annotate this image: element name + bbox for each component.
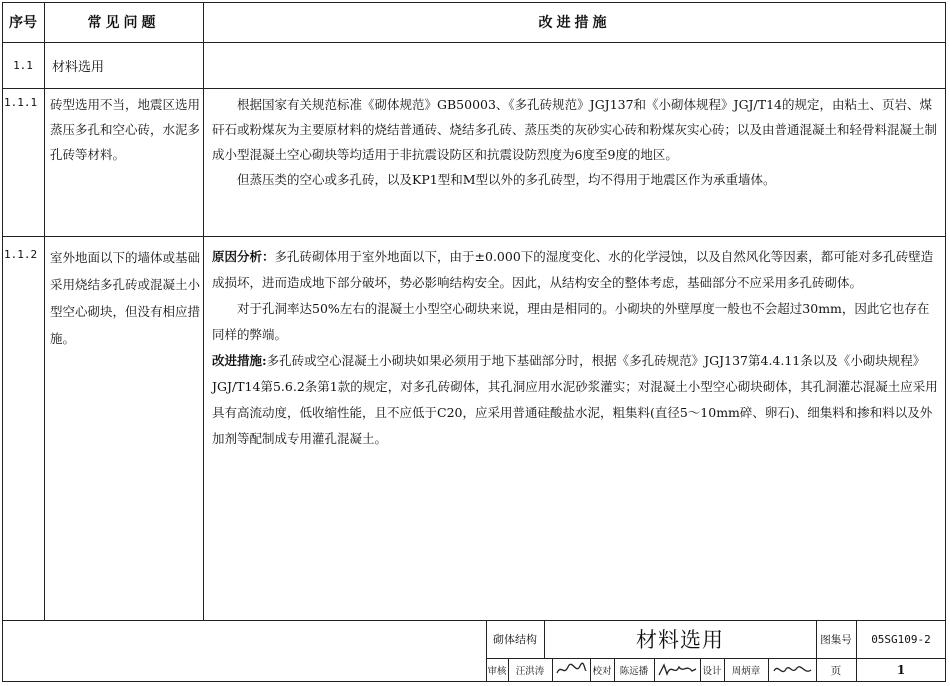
- page-label: 页: [830, 664, 842, 677]
- signature-mark: [656, 661, 698, 679]
- design-label: 设计: [702, 666, 722, 677]
- row-problem: 室外地面以下的墙体或基础采用烧结多孔砖或混凝土小型空心砌块，但没有相应措施。: [50, 250, 201, 346]
- row-number: 1.1.1: [4, 96, 38, 109]
- review-name: 汪洪涛: [515, 666, 545, 677]
- header-measure: 改进措施: [538, 15, 611, 31]
- measure-paragraph: [212, 348, 940, 452]
- measure-text: 多孔砖或空心混凝土小砌块如果必须用于地下基础部分时，根据《多孔砖规范》JGJ137第4.4.11条以及《小砌块规程》JGJ/T14第5.6.2条第1款的规定，对多孔砖砌体，其孔洞应用水泥砂浆灌实；对混凝土小型空心砌块砌体，其孔洞灌芯混凝土应采用具有高流动度，低收缩性能，且不应低于C20，应采用普通硅酸盐水泥，粗集料(直径5～10mm碎、卵石)、细集料和掺和料以及外加剂等配制成专用灌孔混凝土。: [212, 353, 938, 446]
- page-number: 1: [896, 663, 906, 677]
- cause-paragraph: [212, 244, 940, 296]
- signature-mark: [770, 661, 814, 679]
- section-title: 材料选用: [52, 59, 105, 75]
- row-measure: [212, 92, 940, 192]
- check-signature: [654, 658, 700, 682]
- section-number: 1.1: [13, 58, 33, 72]
- measure-label: 改进措施:: [212, 353, 267, 368]
- review-label: 审核: [487, 666, 507, 677]
- review-signature: [552, 658, 590, 682]
- drawing-title: 材料选用: [636, 628, 724, 652]
- check-name: 陈远播: [619, 666, 649, 677]
- row-number: 1.1.2: [4, 248, 38, 261]
- header-no: 序号: [9, 15, 37, 31]
- cause-label: 原因分析：: [212, 249, 275, 264]
- cause-text: 多孔砖砌体用于室外地面以下，由于±0.000下的湿度变化、水的化学浸蚀，以及自然风化等因素，都可能对多孔砖壁造成损坏，进而造成地下部分破坏，势必影响结构安全。因此，从结构安全的整体考虑，基础部分不应采用多孔砖砌体。: [212, 249, 934, 290]
- cause-paragraph-2: 对于孔洞率达50%左右的混凝土小型空心砌块来说，理由是相同的。小砌块的外壁厚度一般也不会超过30mm，因此它也存在同样的弊端。: [212, 301, 930, 342]
- atlas-number: 05SG109-2: [871, 632, 931, 646]
- measure-paragraph: 但蒸压类的空心或多孔砖，以及KP1型和M型以外的多孔砖型，均不得用于地震区作为承重墙体。: [237, 172, 776, 187]
- row-problem: 砖型选用不当，地震区选用蒸压多孔和空心砖，水泥多孔砖等材料。: [50, 97, 201, 162]
- signature-mark: [554, 661, 588, 679]
- measure-paragraph: 根据国家有关规范标准《砌体规范》GB50003、《多孔砖规范》JGJ137和《小砌体规程》JGJ/T14的规定，由粘土、页岩、煤矸石或粉煤灰为主要原材料的烧结普通砖、烧结多孔砖、蒸压类的灰砂实心砖和粉煤灰实心砖；以及由普通混凝土和轻骨料混凝土制成小型混凝土空心砌块等均适用于非抗震设防区和抗震设防烈度为6度至9度的地区。: [212, 97, 938, 162]
- design-signature: [768, 658, 816, 682]
- design-name: 周炳章: [731, 666, 761, 677]
- row-measure: [212, 244, 940, 452]
- atlas-label: 图集号: [820, 633, 852, 646]
- category-label: 砌体结构: [493, 633, 537, 646]
- header-problem: 常见问题: [87, 15, 160, 31]
- check-label: 校对: [592, 666, 612, 677]
